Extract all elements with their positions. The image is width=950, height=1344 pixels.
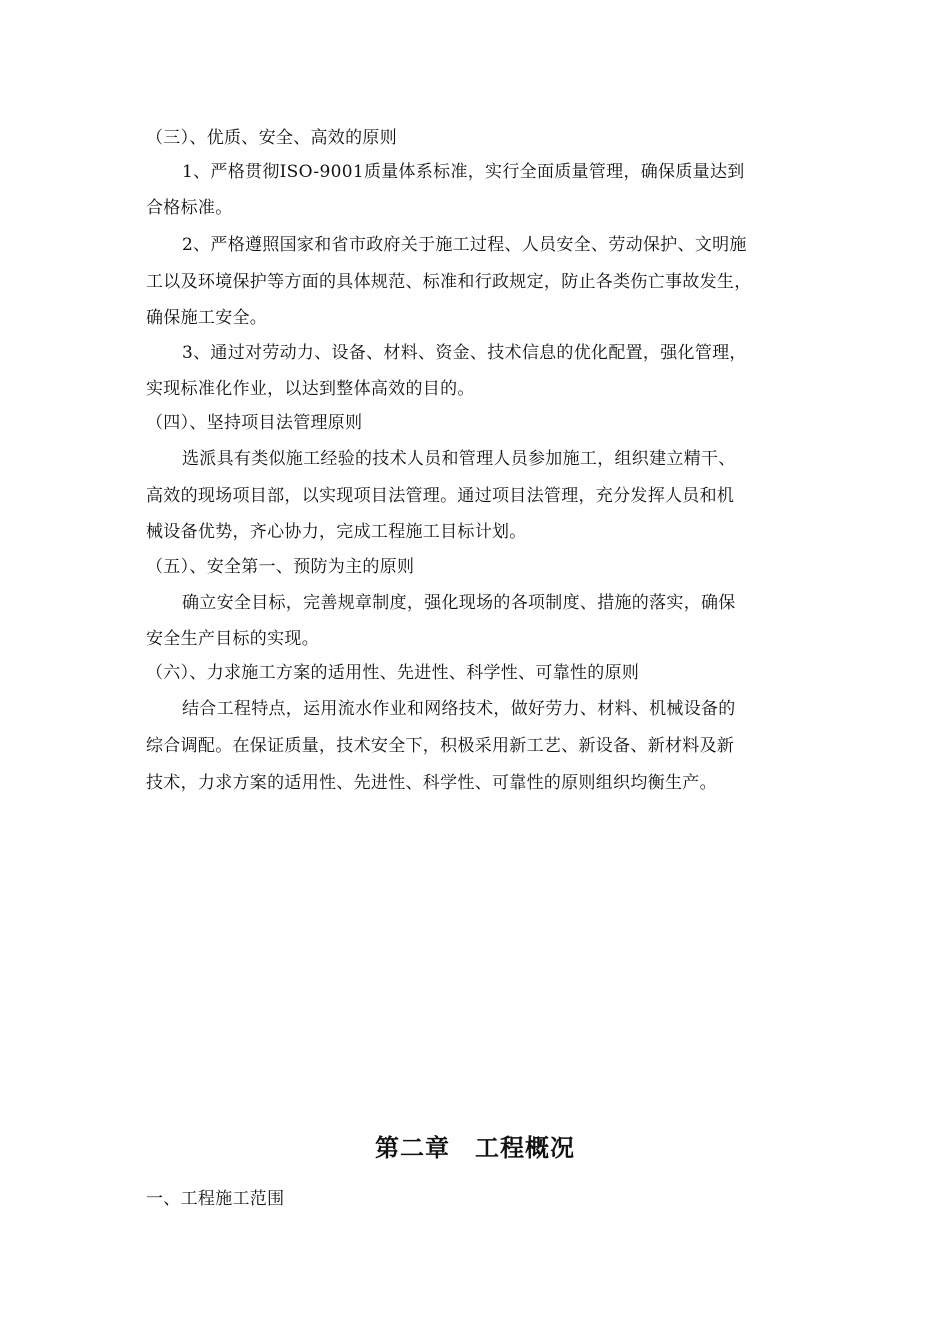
section-6-line-1: 结合工程特点，运用流水作业和网络技术，做好劳力、材料、机械设备的	[182, 699, 736, 719]
section-5-line-2: 安全生产目标的实现。	[146, 629, 319, 649]
section-6-line-2: 综合调配。在保证质量，技术安全下，积极采用新工艺、新设备、新材料及新	[146, 736, 735, 756]
section-3-line-3: 2、严格遵照国家和省市政府关于施工过程、人员安全、劳动保护、文明施	[182, 235, 747, 255]
chapter-title: 第二章 工程概况	[375, 1134, 575, 1162]
section-3-line-5: 确保施工安全。	[146, 308, 268, 328]
section-5-line-1: 确立安全目标，完善规章制度，强化现场的各项制度、措施的落实，确保	[182, 593, 736, 613]
section-3-line-6: 3、通过对劳动力、设备、材料、资金、技术信息的优化配置，强化管理，	[182, 343, 747, 363]
section-6-heading: （六）、力求施工方案的适用性、先进性、科学性、可靠性的原则	[146, 663, 640, 683]
section-4-line-2: 高效的现场项目部，以实现项目法管理。通过项目法管理，充分发挥人员和机	[146, 486, 735, 506]
section-4-heading: （四）、坚持项目法管理原则	[146, 413, 363, 433]
section-4-line-3: 械设备优势，齐心协力，完成工程施工目标计划。	[146, 522, 527, 542]
section-3-line-4: 工以及环境保护等方面的具体规范、标准和行政规定，防止各类伤亡事故发生，	[146, 272, 752, 292]
section-3-line-7: 实现标准化作业，以达到整体高效的目的。	[146, 379, 475, 399]
section-6-line-3: 技术，力求方案的适用性、先进性、科学性、可靠性的原则组织均衡生产。	[146, 773, 717, 793]
section-3-line-1: 1、严格贯彻ISO-9001质量体系标准，实行全面质量管理，确保质量达到	[182, 162, 745, 182]
section-4-line-1: 选派具有类似施工经验的技术人员和管理人员参加施工，组织建立精干、	[182, 449, 736, 469]
section-5-heading: （五）、安全第一、预防为主的原则	[146, 557, 415, 577]
section-3-line-2: 合格标准。	[146, 198, 233, 218]
chapter-subsection-heading: 一、工程施工范围	[146, 1189, 285, 1209]
section-3-heading: （三）、优质、安全、高效的原则	[146, 128, 397, 148]
